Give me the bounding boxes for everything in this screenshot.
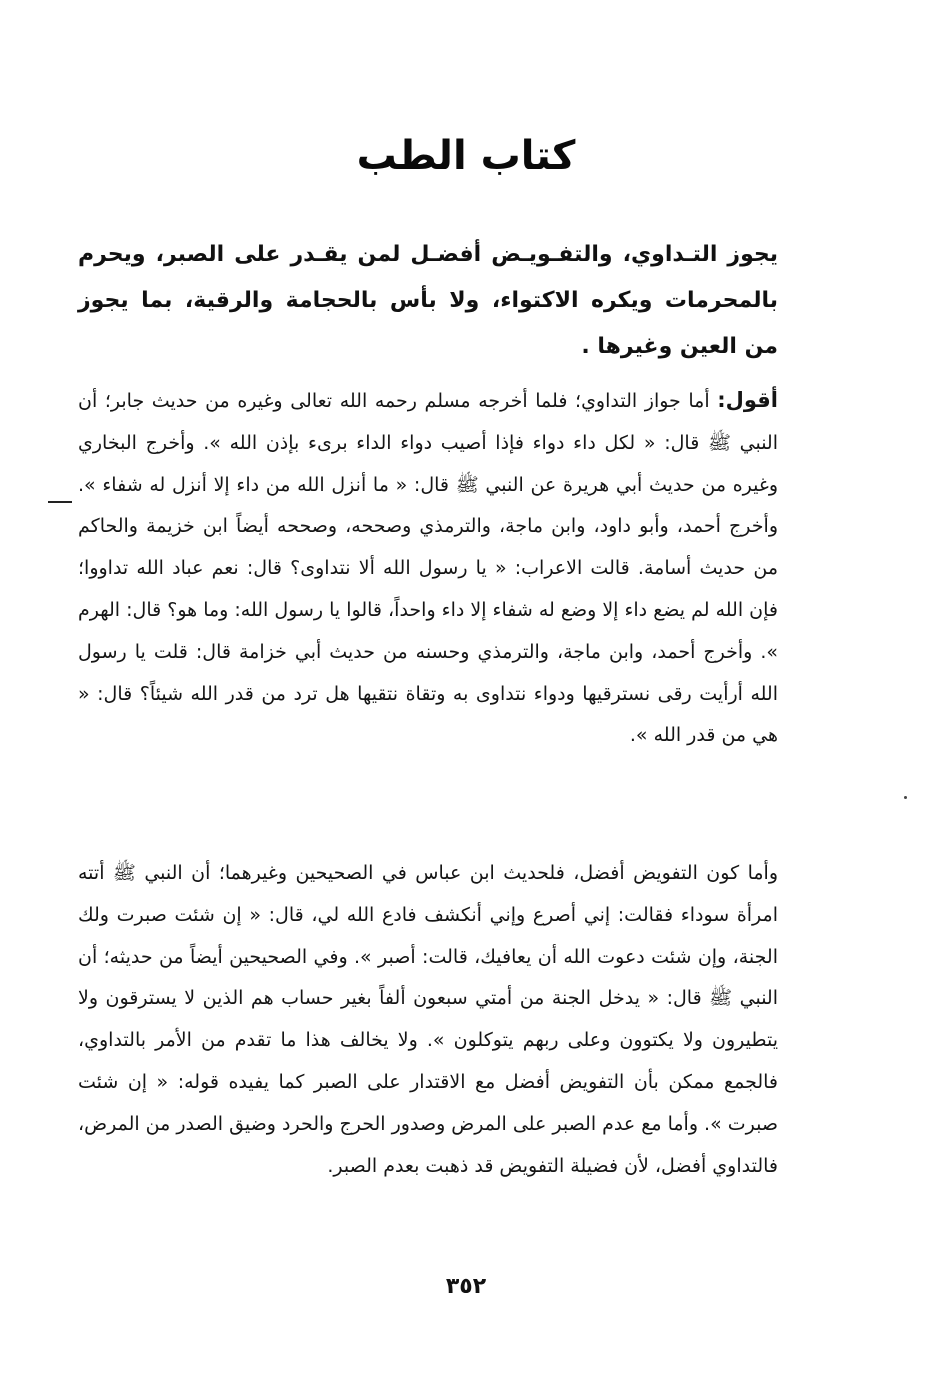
paragraph-lead-word: أقول: xyxy=(717,388,778,412)
paragraph-2-body: وأما كون التفويض أفضل، فلحديث ابن عباس في الصحيحين وغيرهما؛ أن النبي ﷺ أتته امرأة سوداء فقالت: إني أصرع وإني أنكشف فادع الله لي، قال: « إن شئت صبرت ولك الجنة، وإن شئت دعوت الله أن يعافيك، قالت: أصبر ». وفي الصحيحين أيضاً من حديثه؛ أن النبي ﷺ قال: « يدخل الجنة من أمتي سبعون ألفاً بغير حساب هم الذين لا يسترقون ولا يتطيرون ولا يكتوون وعلى ربهم يتوكلون ». ولا يخالف هذا ما تقدم من الأمر بالتداوي، فالجمع ممكن بأن التفويض أفضل مع الاقتدار على الصبر كما يفيده قوله: « إن شئت صبرت ». وأما مع عدم الصبر على المرض وصدور الحرج والحرد وضيق الصدر من المرض، فالتداوي أفضل، لأن فضيلة التفويض قد ذهبت بعدم الصبر. xyxy=(78,862,778,1177)
margin-dot-mark xyxy=(904,796,907,799)
commentary-paragraph-1 xyxy=(78,380,778,757)
page-number: ٣٥٢ xyxy=(445,1274,487,1299)
chapter-title: كتاب الطب xyxy=(356,133,576,179)
commentary-paragraph-2 xyxy=(78,853,778,1187)
margin-dash-mark xyxy=(48,501,72,503)
matn-text: يجوز التـداوي، والتفـويـض أفضـل لمن يقـدر على الصبر، ويحرم بالمحرمات ويكره الاكتواء، ولا بأس بالحجامة والرقية، بما يجوز من العين وغيرها . xyxy=(78,242,778,359)
paragraph-1-body: أما جواز التداوي؛ فلما أخرجه مسلم رحمه الله تعالى وغيره من حديث جابر؛ أن النبي ﷺ قال: « لكل داء دواء فإذا أصيب دواء الداء برىء بإذن الله ». وأخرج البخاري وغيره من حديث أبي هريرة عن النبي ﷺ قال: « ما أنزل الله من داء إلا أنزل له شفاء ». وأخرج أحمد، وأبو داود، وابن ماجة، والترمذي وصححه، وصححه أيضاً ابن خزيمة والحاكم من حديث أسامة. قالت الاعراب: « يا رسول الله ألا نتداوى؟ قال: نعم عباد الله تداووا؛ فإن الله لم يضع داء إلا وضع له شفاء إلا داء واحداً، قالوا يا رسول الله: وما هو؟ قال: الهرم ». وأخرج أحمد، وابن ماجة، والترمذي وحسنه من حديث أبي خزامة قال: قلت يا رسول الله أرأيت رقى نسترقيها ودواء نتداوى به وتقاة نتقيها هل ترد من قدر الله شيئاً؟ قال: « هي من قدر الله ». xyxy=(78,390,778,747)
